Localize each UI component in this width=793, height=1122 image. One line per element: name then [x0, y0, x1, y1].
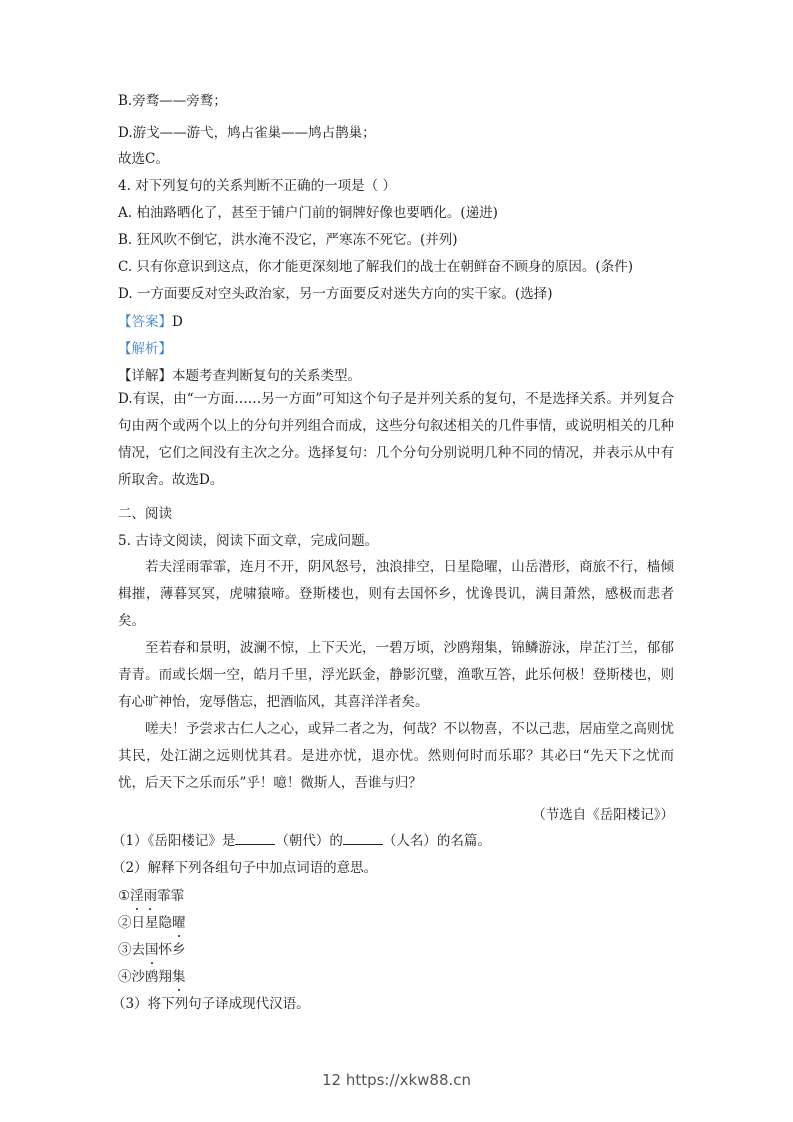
vocab-item-1: ①淫雨霏霏 [118, 888, 185, 904]
vocab-item-2: ②日星隐曜 [118, 915, 186, 931]
answer-label: 【答案】 [118, 314, 172, 330]
passage-paragraph-1: 若夫淫雨霏霏，连月不开，阴风怒号，浊浪排空，日星隐曜，山岳潜形，商旅不行，樯倾楫摧，薄暮冥冥，虎啸猿啼。登斯楼也，则有去国怀乡，忧谗畏讥，满目萧然，感极而悲者矣。 [118, 559, 674, 629]
section-heading: 二、阅读 [118, 506, 172, 522]
passage-paragraph-3: 嗟夫！予尝求古仁人之心，或异二者之为，何哉？不以物喜，不以己悲，居庙堂之高则忧其民，处江湖之远则忧其君。是进亦忧，退亦忧。然则何时而乐耶？其必曰“先天下之忧而忧，后天下之乐而乐”乎！噫！微斯人，吾谁与归？ [118, 721, 674, 791]
dynasty-blank[interactable] [235, 832, 275, 845]
prev-option-b: B.旁骛——旁鹜； [118, 93, 227, 109]
analysis-label: 【解析】 [118, 341, 172, 357]
author-blank[interactable] [343, 832, 383, 845]
passage-paragraph-2: 至若春和景明，波澜不惊，上下天光，一碧万顷，沙鸥翔集，锦鳞游泳，岸芷汀兰，郁郁青青。而或长烟一空，皓月千里，浮光跃金，静影沉璧，渔歌互答，此乐何极！登斯楼也，则有心旷神怡，宠辱偕忘，把酒临风，其喜洋洋者矣。 [118, 640, 674, 710]
page-number: 12 [321, 1071, 342, 1089]
detail-label: 【详解】 [118, 368, 172, 384]
vocab-item-3: ③去国怀乡 [118, 942, 186, 958]
sub-question-3: （3）将下列句子译成现代汉语。 [112, 996, 310, 1012]
vocab-item-4: ④沙鸥翔集 [118, 969, 186, 985]
question-4-option-c: C. 只有你意识到这点，你才能更深刻地了解我们的战士在朝鲜奋不顾身的原因。(条件) [118, 259, 633, 275]
prev-conclusion: 故选C。 [118, 151, 169, 167]
question-5-stem: 5. 古诗文阅读，阅读下面文章，完成问题。 [118, 533, 379, 549]
footer-url: https://xkw88.cn [345, 1071, 472, 1089]
prev-option-d: D.游戈——游弋，鸠占雀巢——鸠占鹊巢； [118, 125, 376, 141]
answer-value: D [172, 314, 183, 330]
explanation-paragraph: D.有误，由“一方面……另一方面”可知这个句子是并列关系的复句，不是选择关系。并列复合句由两个或两个以上的分句并列组合而成，这些分句叙述相关的几件事情，或说明相关的几种情况，它们之间没有主次之分。选择复句：几个分句分别说明几种不同的情况，并表示从中有所取舍。故选D。 [118, 391, 674, 488]
detail-text: 本题考查判断复句的关系类型。 [172, 368, 361, 384]
sub-question-2: （2）解释下列各组句子中加点词语的意思。 [112, 860, 378, 876]
question-4-option-d: D. 一方面要反对空头政治家，另一方面要反对迷失方向的实干家。(选择) [118, 286, 553, 302]
answer-line [118, 313, 183, 331]
question-4-stem: 4. 对下列复句的关系判断不正确的一项是（ ） [118, 178, 396, 194]
sub-question-1: （1）《岳阳楼记》是 （朝代）的 （人名）的名篇。 [112, 833, 491, 849]
page-footer [0, 1071, 793, 1089]
passage-source: （节选自《岳阳楼记》） [532, 807, 674, 823]
detail-line [118, 367, 361, 385]
question-4-option-a: A. 柏油路晒化了，甚至于铺户门前的铜牌好像也要晒化。(递进) [118, 205, 498, 221]
question-4-option-b: B. 狂风吹不倒它，洪水淹不没它，严寒冻不死它。(并列) [118, 232, 458, 248]
